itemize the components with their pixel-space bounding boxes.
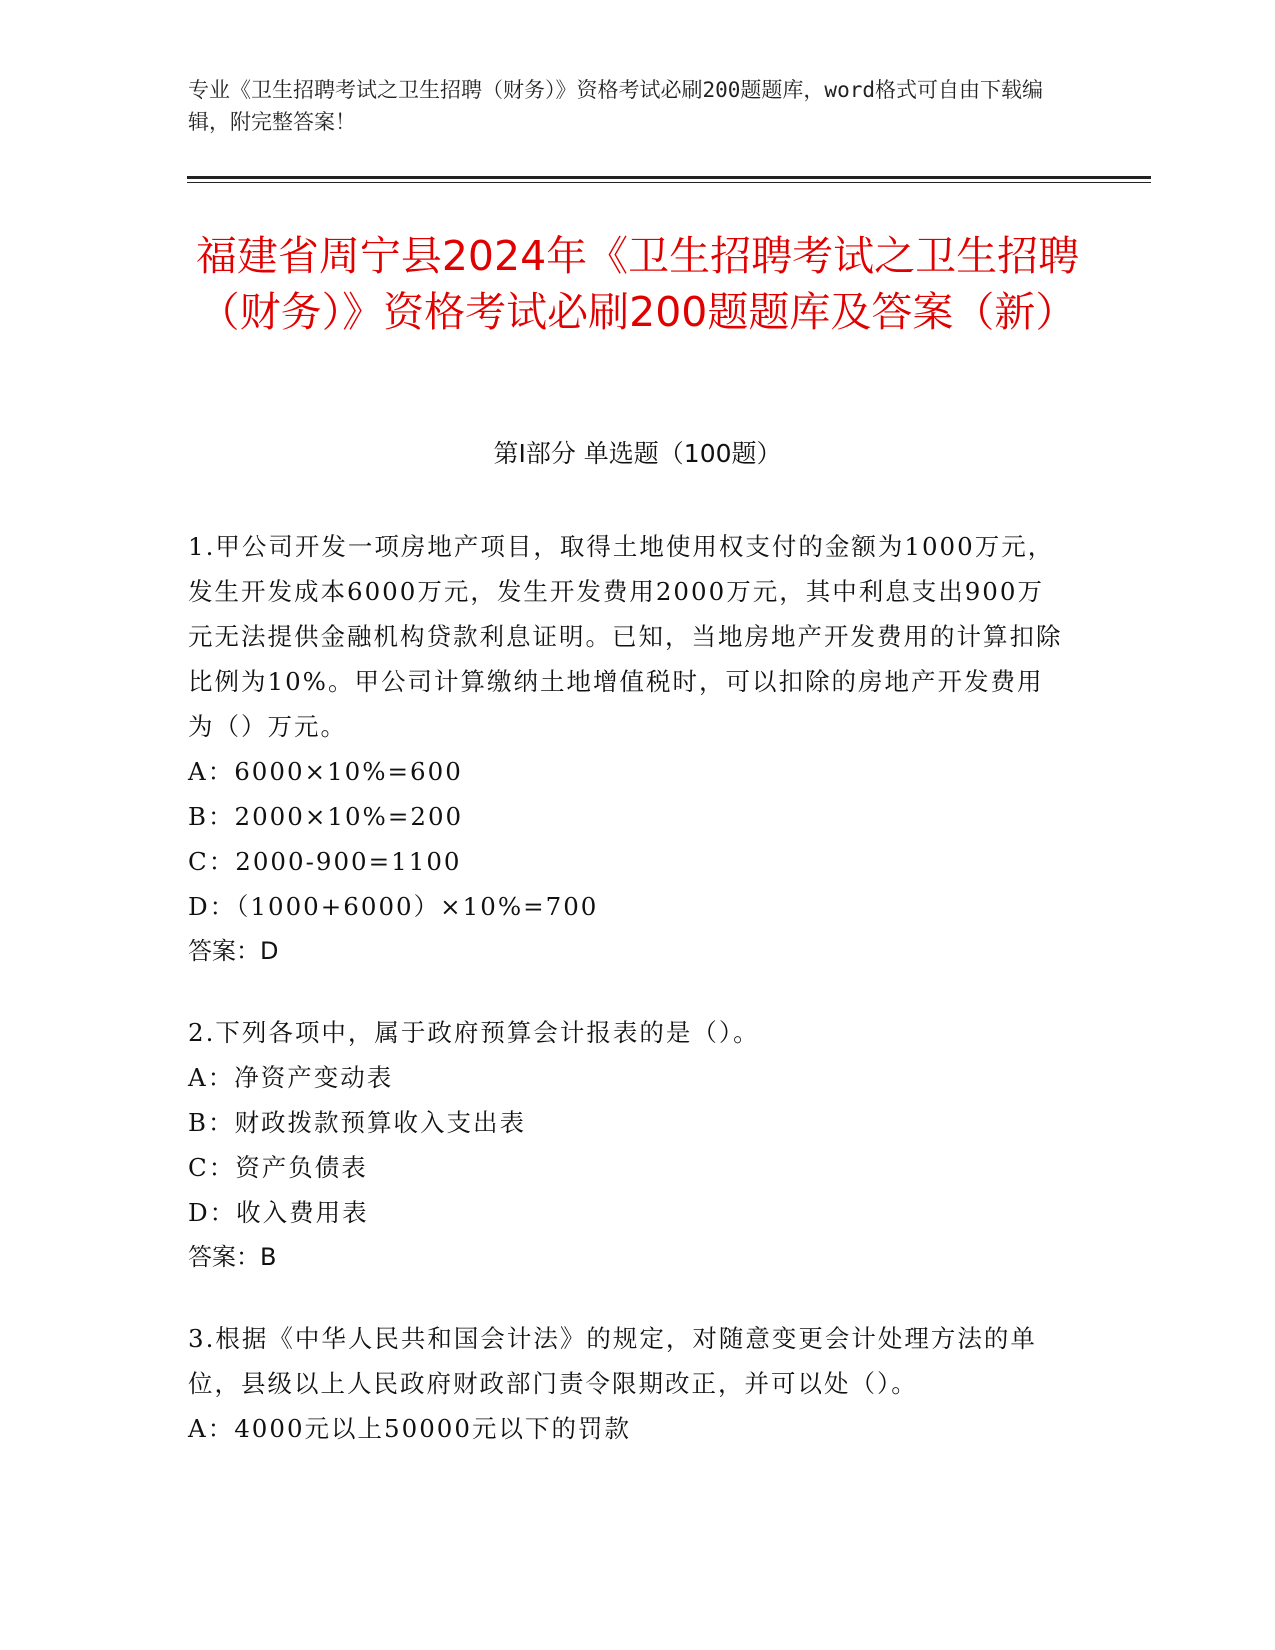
question-stem: 1.甲公司开发一项房地产项目，取得土地使用权支付的金额为1000万元，发生开发成本6000万元，发生开发费用2000万元，其中利息支出900万元无法提供金融机构贷款利息证明。已知，当地房地产开发费用的计算扣除比例为10%。甲公司计算缴纳土地增值税时，可以扣除的房地产开发费用为（）万元。 (188, 532, 1063, 741)
header-note: 专业《卫生招聘考试之卫生招聘（财务）》资格考试必刷200题题库，word格式可自由下载编辑，附完整答案！ (188, 78, 1043, 134)
option-d: D：（1000+6000）×10%=700 (188, 892, 599, 921)
question-stem: 3.根据《中华人民共和国会计法》的规定，对随意变更会计处理方法的单位，县级以上人民政府财政部门责令限期改正，并可以处（）。 (188, 1324, 1037, 1398)
option-c: C：资产负债表 (188, 1153, 368, 1182)
option-c: C：2000-900=1100 (188, 847, 462, 876)
question-3 (188, 1316, 1068, 1451)
question-1 (188, 524, 1068, 974)
document-title: 福建省周宁县2024年《卫生招聘考试之卫生招聘（财务）》资格考试必刷200题题库及答案（新） (195, 232, 1080, 336)
option-a: A：4000元以上50000元以下的罚款 (188, 1414, 631, 1443)
answer: 答案：B (188, 1243, 277, 1271)
option-a: A：净资产变动表 (188, 1063, 394, 1092)
answer: 答案：D (188, 937, 279, 965)
option-a: A：6000×10%=600 (188, 757, 463, 786)
header-divider-thin (187, 182, 1151, 183)
section-title: 第Ⅰ部分 单选题（100题） (493, 439, 782, 468)
option-b: B：2000×10%=200 (188, 802, 464, 831)
header-divider-thick (187, 176, 1151, 179)
option-b: B：财政拨款预算收入支出表 (188, 1108, 527, 1137)
question-stem: 2.下列各项中，属于政府预算会计报表的是（）。 (188, 1018, 760, 1047)
option-d: D：收入费用表 (188, 1198, 369, 1227)
question-list (188, 524, 1068, 1487)
question-2 (188, 1010, 1068, 1280)
